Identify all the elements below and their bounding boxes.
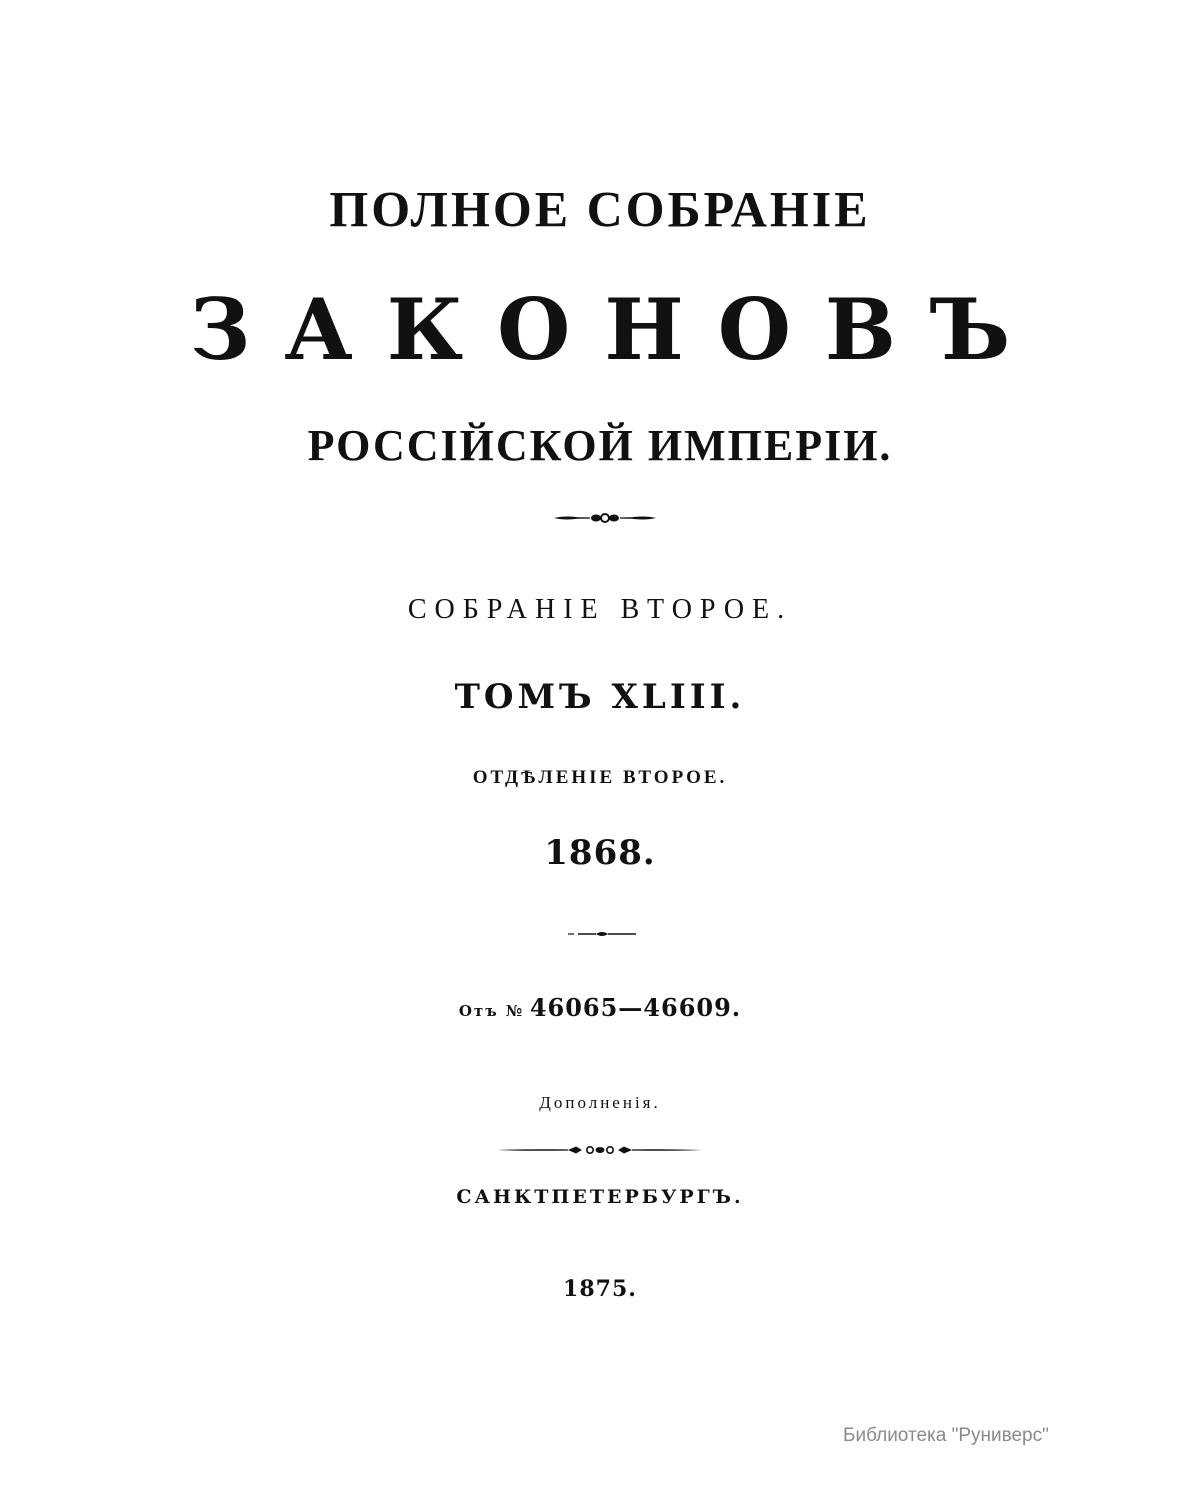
supplement-label: Дополненія. [539, 1093, 661, 1112]
ornament-divider-bottom [498, 1144, 702, 1156]
volume-label: ТОМЪ XLIII. [454, 677, 746, 717]
print-year-label: 1875. [563, 1276, 637, 1302]
city-label: САНКТПЕТЕРБУРГЪ. [456, 1186, 744, 1208]
title-line-full-collection: ПОЛНОЕ СОБРАНІЕ [329, 180, 871, 238]
title-line-russian-empire: РОССІЙСКОЙ ИМПЕРІИ. [307, 421, 893, 470]
ornament-divider-top [554, 512, 656, 524]
year-label: 1868. [544, 833, 656, 873]
collection-label: СОБРАНІЕ ВТОРОЕ. [407, 594, 793, 625]
number-range [0, 993, 1200, 1022]
ornament-divider-middle [566, 930, 638, 938]
section-label: ОТДѢЛЕНІЕ ВТОРОЕ. [472, 767, 728, 788]
title-line-laws: ЗАКОНОВЪ [189, 280, 1045, 379]
number-range-values: 46065—46609. [529, 993, 742, 1022]
number-range-prefix: Отъ № [458, 1002, 525, 1020]
library-watermark: Библиотека "Руниверс" [843, 1425, 1049, 1446]
